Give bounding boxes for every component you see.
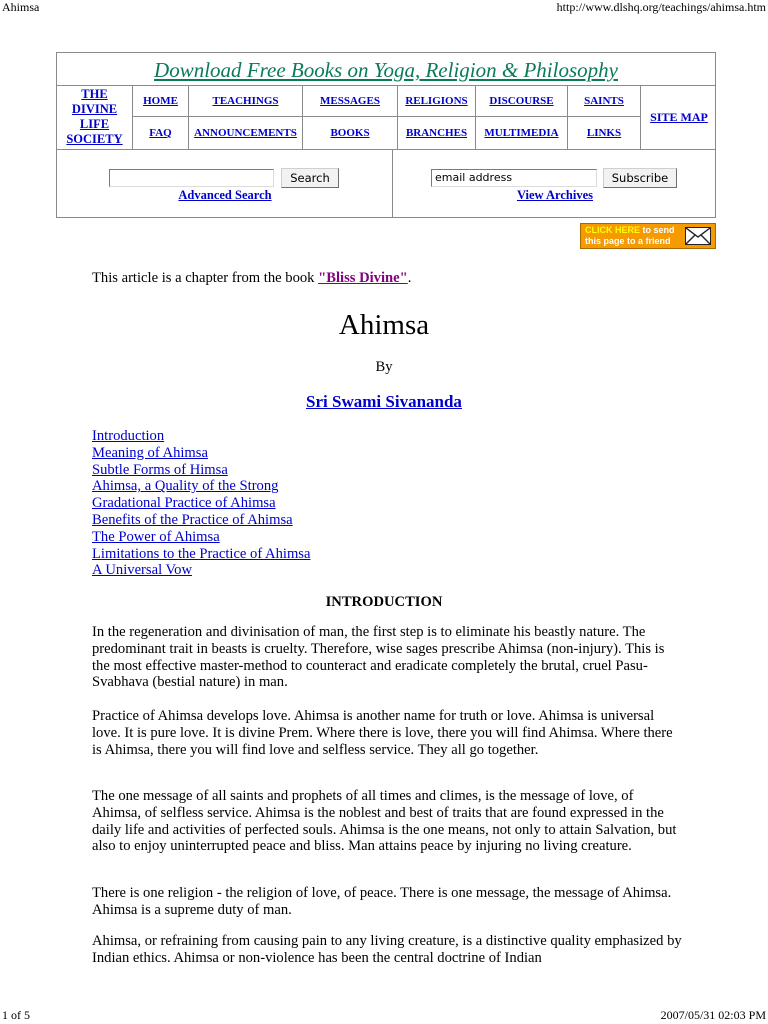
book-intro — [92, 270, 682, 287]
org-line: LIFE — [79, 117, 110, 131]
print-footer-timestamp: 2007/05/31 02:03 PM — [660, 1008, 766, 1022]
paragraph: Ahimsa, or refraining from causing pain to any living creature, is a distinctive quality emphasized by Indian ethics. Ahimsa or non-violence has been the central doctrine of Indian — [92, 933, 682, 966]
subscribe-button[interactable]: Subscribe — [603, 168, 677, 188]
nav-faq[interactable]: FAQ — [133, 117, 189, 149]
nav-home[interactable]: HOME — [133, 85, 189, 117]
envelope-icon — [685, 227, 711, 245]
org-line: SOCIETY — [66, 132, 123, 146]
toc-quality-of-strong[interactable]: Ahimsa, a Quality of the Strong — [92, 478, 279, 495]
nav-saints[interactable]: SAINTS — [568, 85, 641, 117]
nav-announcements[interactable]: ANNOUNCEMENTS — [189, 117, 303, 149]
search-panel — [57, 150, 393, 218]
paragraph: Practice of Ahimsa develops love. Ahimsa is another name for truth or love. Ahimsa is universal love. It is pure love. It is divine Prem. Where there is love, there you will find Ahimsa. Where there is Ahimsa, there you will find love and selfless service. They all go together. — [92, 708, 673, 758]
toc-meaning-of-ahimsa[interactable]: Meaning of Ahimsa — [92, 444, 208, 461]
author-link[interactable]: Sri Swami Sivananda — [306, 392, 462, 411]
nav-books[interactable]: BOOKS — [303, 117, 398, 149]
toc-limitations[interactable]: Limitations to the Practice of Ahimsa — [92, 545, 311, 562]
send-line-2: this page to a friend — [585, 236, 671, 246]
search-input[interactable] — [109, 169, 274, 187]
nav-teachings[interactable]: TEACHINGS — [189, 85, 303, 117]
site-banner — [56, 52, 716, 218]
toc-gradational-practice[interactable]: Gradational Practice of Ahimsa — [92, 495, 276, 512]
book-intro-prefix: This article is a chapter from the book — [92, 270, 319, 286]
print-header-url: http://www.dlshq.org/teachings/ahimsa.htm — [556, 0, 766, 14]
nav-messages[interactable]: MESSAGES — [303, 85, 398, 117]
print-footer-page: 1 of 5 — [2, 1008, 30, 1022]
nav-multimedia[interactable]: MULTIMEDIA — [476, 117, 568, 149]
print-header-title: Ahimsa — [2, 0, 40, 14]
org-line: THE — [81, 87, 108, 101]
nav-discourse[interactable]: DISCOURSE — [476, 85, 568, 117]
send-line-1 — [585, 225, 675, 235]
toc-benefits[interactable]: Benefits of the Practice of Ahimsa — [92, 511, 293, 528]
email-field[interactable]: email address — [431, 169, 597, 187]
divine-life-society-link[interactable] — [57, 85, 133, 149]
page-title: Ahimsa — [338, 309, 430, 341]
nav-links[interactable]: LINKS — [568, 117, 641, 149]
view-archives-link[interactable]: View Archives — [516, 188, 594, 202]
paragraph: The one message of all saints and prophets of all times and climes, is the message of love, of Ahimsa, of selfless service. Ahimsa is the noblest and best of traits that are found expressed in the daily life and activities of perfected souls. Ahimsa is the one means, not only to attain Salvation, but also to enjoy uninterrupted peace and bliss. Man attains peace by injuring no living creature. — [92, 788, 677, 855]
toc-subtle-forms[interactable]: Subtle Forms of Himsa — [92, 461, 228, 478]
book-intro-suffix: . — [407, 270, 412, 286]
toc-universal-vow[interactable]: A Universal Vow — [92, 562, 192, 579]
send-highlight: CLICK HERE — [585, 225, 641, 235]
banner-title-row — [57, 53, 715, 86]
paragraph: There is one religion - the religion of love, of peace. There is one message, the message of Ahimsa. Ahimsa is a supreme duty of man. — [92, 885, 672, 918]
advanced-search-link[interactable]: Advanced Search — [178, 188, 272, 202]
toc-introduction[interactable]: Introduction — [92, 428, 165, 444]
org-line: DIVINE — [71, 102, 118, 116]
banner-title-link[interactable]: Download Free Books on Yoga, Religion & Philosophy — [154, 58, 618, 82]
toc-power[interactable]: The Power of Ahimsa — [92, 528, 220, 545]
nav-table — [57, 85, 715, 150]
search-button[interactable]: Search — [281, 168, 339, 188]
search-row — [57, 150, 715, 218]
nav-religions[interactable]: RELIGIONS — [398, 85, 476, 117]
bliss-divine-link[interactable]: "Bliss Divine" — [318, 270, 408, 286]
nav-branches[interactable]: BRANCHES — [398, 117, 476, 149]
nav-site-map[interactable]: SITE MAP — [650, 110, 708, 124]
section-heading: INTRODUCTION — [325, 594, 443, 610]
send-line-1-rest: to send — [640, 225, 675, 235]
paragraph: In the regeneration and divinisation of man, the first step is to eliminate his beastly nature. The predominant trait in beasts is cruelty. Therefore, wise sages prescribe Ahimsa (non-injury). This is the most effective master-method to counteract and eradicate completely the brutal, cruel Pasu-Svabhava (bestial nature) in man. — [92, 624, 665, 691]
subscribe-panel — [393, 150, 717, 218]
table-of-contents — [92, 428, 310, 579]
byline: By — [375, 359, 393, 375]
send-to-friend-button[interactable] — [580, 223, 716, 249]
